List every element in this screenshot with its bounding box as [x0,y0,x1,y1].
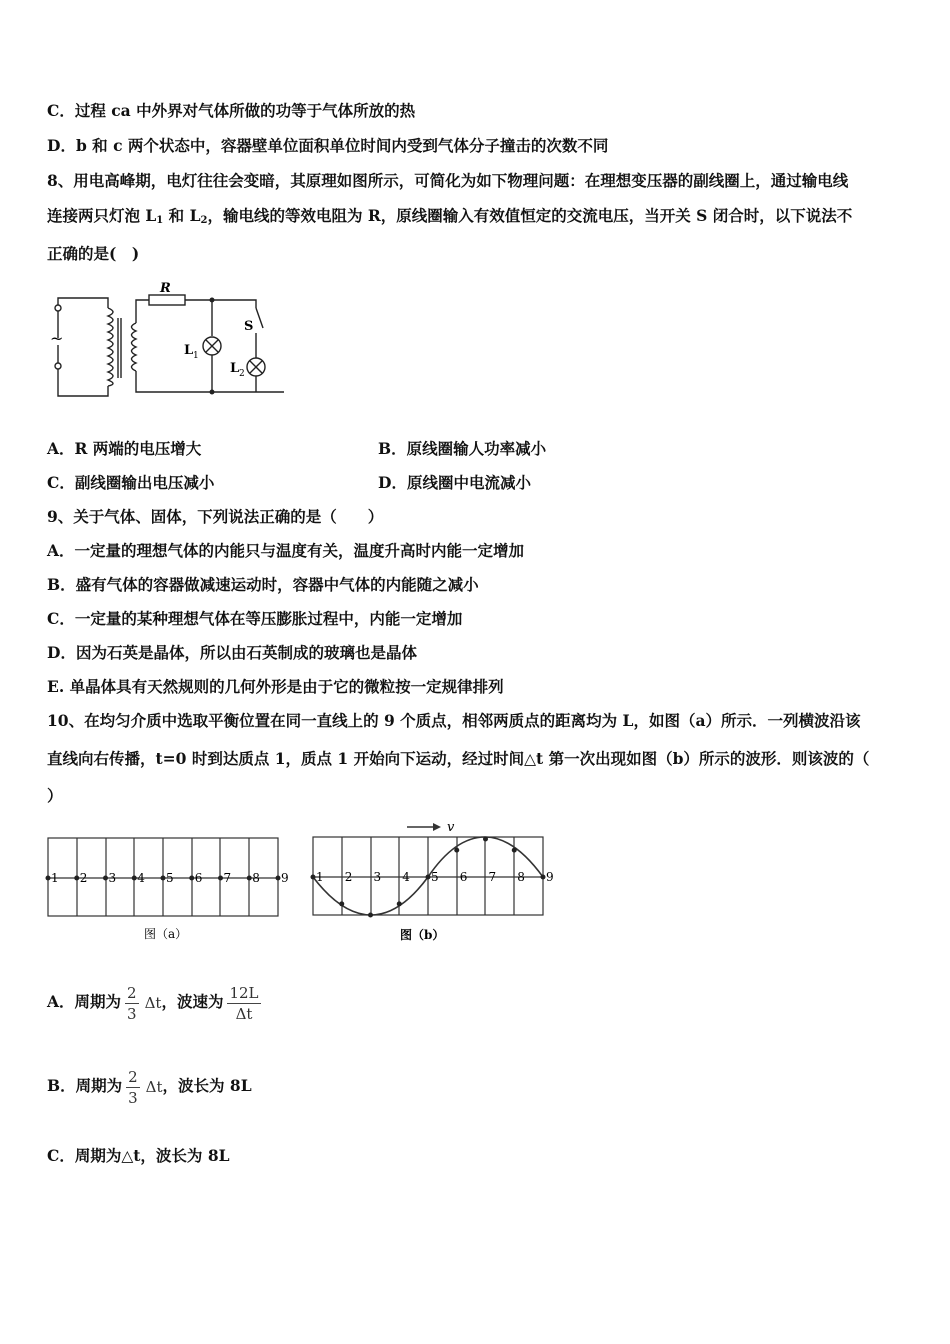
figure-a-point-dot-1 [46,876,51,881]
figure-b-point-dot-7 [483,837,488,842]
q10-stem-line3: ） [47,786,63,805]
q9-option-c: C．一定量的某种理想气体在等压膨胀过程中，内能一定增加 [47,609,463,628]
figure-b-point-label-3: 3 [373,870,382,884]
figure-b-point-dot-5 [426,875,431,880]
q8-option-d: D．原线圈中电流减小 [378,473,531,492]
q9-option-a: A．一定量的理想气体的内能只与温度有关，温度升高时内能一定增加 [47,541,525,560]
q8-option-c: C．副线圈输出电压减小 [47,473,215,492]
q10-option-b-period-den: 3 [128,1088,138,1107]
label-l2: L [230,361,240,376]
q10-option-c: C．周期为△t，波长为 8L [47,1146,230,1165]
figure-b-point-dot-8 [512,848,517,853]
figure-a-point-dot-6 [189,876,194,881]
figure-b-point-dot-4 [397,901,402,906]
q10-stem-line1: 10、在均匀介质中选取平衡位置在同一直线上的 9 个质点，相邻两质点的距离均为 L，如图（a）所示．一列横波沿该 [47,711,861,730]
q10-option-a-period-den: 3 [127,1004,137,1023]
figure-a-point-label-8: 8 [252,871,260,885]
q10-option-a [47,978,265,1027]
q9-stem: 9、关于气体、固体，下列说法正确的是（ ） [47,507,384,526]
source-symbol: ~ [50,329,64,348]
source-terminal-top [55,305,61,311]
junction-bottom [210,390,215,395]
q10-option-b-period-num: 2 [128,1067,138,1086]
q10-option-a-prefix: A．周期为 [47,992,122,1011]
q10-option-b-suffix: ，波长为 8L [162,1076,252,1095]
figure-a-point-label-1: 1 [51,871,59,885]
source-terminal-bottom [55,363,61,369]
figure-b-point-label-9: 9 [546,870,554,884]
figure-a-point-dot-8 [247,876,252,881]
q9-option-b: B．盛有气体的容器做减速运动时，容器中气体的内能随之减小 [47,575,479,594]
circuit-diagram [44,278,284,413]
figure-a-point-dot-7 [218,876,223,881]
q8-stem-line2 [47,206,852,231]
figure-b-caption: 图（b） [400,928,445,942]
q10-option-b-period-suffix: Δt [145,1078,163,1096]
figure-b-point-label-5: 5 [431,870,439,884]
q10-stem-line2: 直线向右传播，t=0 时到达质点 1，质点 1 开始向下运动，经过时间△t 第一次出现如图（b）所示的波形．则该波的（ [47,749,870,768]
figure-a [44,830,294,945]
figure-b-point-dot-1 [311,875,316,880]
figure-a-point-dot-3 [103,876,108,881]
figure-a-point-dot-2 [74,876,79,881]
figure-b-point-dot-9 [541,875,546,880]
q7-option-c: C．过程 ca 中外界对气体所做的功等于气体所放的热 [47,101,416,120]
q9-option-e: E. 单晶体具有天然规则的几何外形是由于它的微粒按一定规律排列 [47,677,504,696]
figure-b-point-label-6: 6 [459,870,468,884]
label-l1: L [184,343,194,358]
figure-a-point-label-5: 5 [166,871,174,885]
label-l2-sub: 2 [239,369,245,379]
figure-b-point-label-7: 7 [488,870,497,884]
figure-a-point-label-9: 9 [281,871,289,885]
figure-a-point-dot-9 [276,876,281,881]
figure-b-point-dot-3 [368,913,373,918]
q8-option-b: B．原线圈输人功率减小 [378,439,547,458]
resistor-r [149,295,185,305]
figure-a-point-dot-4 [132,876,137,881]
label-s: S [244,319,254,334]
figure-b-point-label-1: 1 [316,870,324,884]
q8-stem-part-a: 连接两只灯泡 L [47,206,157,225]
q7-option-d: D．b 和 c 两个状态中，容器壁单位面积单位时间内受到气体分子撞击的次数不同 [47,136,609,155]
q10-option-b-prefix: B．周期为 [47,1076,123,1095]
figure-a-point-label-3: 3 [108,871,117,885]
q10-option-a-period-suffix: Δt [144,994,162,1012]
figure-b-point-label-4: 4 [402,870,410,884]
figure-a-point-label-2: 2 [79,871,88,885]
primary-coil [108,308,113,386]
figure-b-point-label-8: 8 [517,870,525,884]
velocity-label: v [447,820,455,835]
figure-a-point-label-4: 4 [137,871,145,885]
figure-b-point-dot-2 [339,901,344,906]
q8-stem-line1: 8、用电高峰期，电灯往往会变暗，其原理如图所示，可简化为如下物理问题：在理想变压器的副线圈上，通过输电线 [47,171,849,190]
q10-option-a-speed-den: Δt [235,1004,253,1023]
q8-option-a: A．R 两端的电压增大 [47,439,202,458]
q10-option-a-middle: ，波速为 [161,992,224,1011]
q8-stem-line3: 正确的是( ) [47,244,140,263]
secondary-coil [132,323,137,371]
figure-a-point-label-6: 6 [194,871,203,885]
junction-top [210,298,215,303]
q8-sub2: 2 [200,215,208,226]
q9-option-d: D．因为石英是晶体，所以由石英制成的玻璃也是晶体 [47,643,417,662]
q10-option-a-period-num: 2 [127,983,137,1002]
figure-a-caption: 图（a） [144,927,188,941]
q8-stem-part-c: ，输电线的等效电阻为 R，原线圈输入有效值恒定的交流电压，当开关 S 闭合时，以下说法不 [207,206,853,225]
figure-a-point-dot-5 [161,876,166,881]
label-r: R [160,281,171,296]
label-l1-sub: 1 [193,351,199,361]
figure-a-point-label-7: 7 [223,871,232,885]
q8-sub1: 1 [156,215,164,226]
figure-b [305,815,560,945]
figure-b-point-label-2: 2 [344,870,353,884]
q10-option-a-speed-num: 12L [229,983,259,1002]
transformer-core [118,318,121,378]
switch-s [256,308,263,328]
figure-b-point-dot-6 [454,848,459,853]
q8-stem-part-b: 和 L [168,206,201,225]
q10-option-b [47,1062,252,1111]
velocity-arrowhead [433,823,441,831]
